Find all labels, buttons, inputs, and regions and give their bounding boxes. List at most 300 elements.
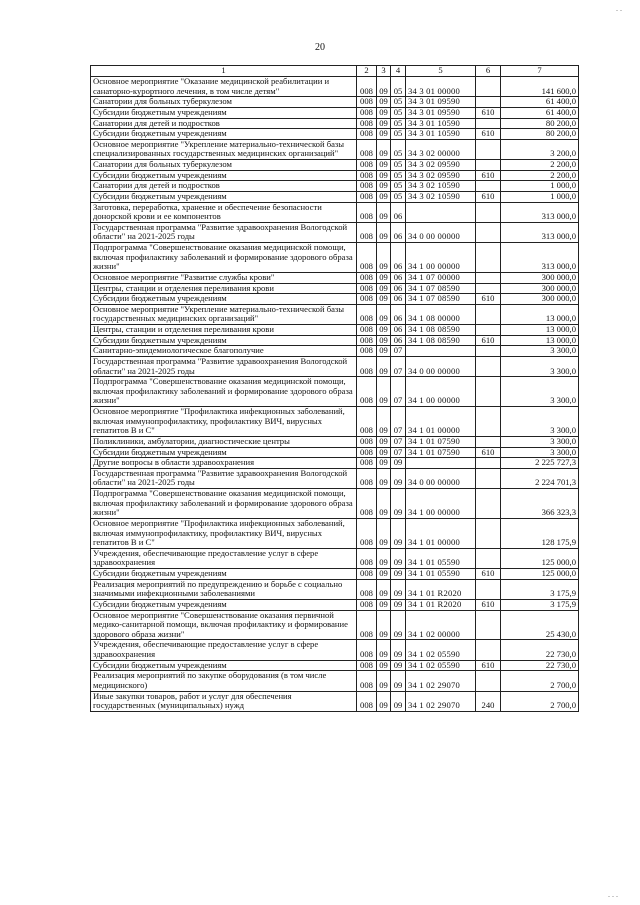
row-subsection-code: 05	[391, 181, 406, 192]
row-subsection-code: 05	[391, 129, 406, 140]
row-section-code: 09	[377, 671, 391, 691]
row-expense-type-code	[476, 377, 501, 407]
row-amount: 300 000,0	[501, 272, 579, 283]
header-col-5: 5	[406, 66, 476, 77]
row-amount: 366 323,3	[501, 489, 579, 519]
row-name-cell: Субсидии бюджетным учреждениям	[91, 129, 357, 140]
row-section-code: 09	[377, 191, 391, 202]
row-name-cell: Подпрограмма "Совершенствование оказания медицинской помощи, включая профилактику заболеваний и формирование здорового образа жизни"	[91, 243, 357, 273]
row-expense-type-code	[476, 304, 501, 324]
row-ministry-code: 008	[357, 407, 377, 437]
row-target-article-code: 34 0 00 00000	[406, 468, 476, 488]
row-expense-type-code	[476, 468, 501, 488]
row-name-cell: Реализация мероприятий по предупреждению и борьбе с социально значимыми инфекционными заболеваниями	[91, 579, 357, 599]
row-target-article-code: 34 3 02 10590	[406, 181, 476, 192]
row-subsection-code: 06	[391, 243, 406, 273]
row-expense-type-code: 610	[476, 294, 501, 305]
row-ministry-code: 008	[357, 202, 377, 222]
row-target-article-code: 34 1 01 05590	[406, 548, 476, 568]
row-target-article-code: 34 3 01 00000	[406, 77, 476, 97]
row-target-article-code: 34 1 02 05590	[406, 640, 476, 660]
table-row	[91, 170, 579, 181]
row-section-code: 09	[377, 660, 391, 671]
row-section-code: 09	[377, 468, 391, 488]
row-amount: 3 300,0	[501, 377, 579, 407]
row-ministry-code: 008	[357, 139, 377, 159]
row-amount: 13 000,0	[501, 304, 579, 324]
row-ministry-code: 008	[357, 599, 377, 610]
row-target-article-code: 34 1 01 00000	[406, 518, 476, 548]
row-ministry-code: 008	[357, 160, 377, 171]
row-target-article-code	[406, 346, 476, 357]
row-subsection-code: 06	[391, 283, 406, 294]
row-ministry-code: 008	[357, 294, 377, 305]
row-ministry-code: 008	[357, 181, 377, 192]
row-section-code: 09	[377, 599, 391, 610]
row-section-code: 09	[377, 610, 391, 640]
row-section-code: 09	[377, 77, 391, 97]
row-name-cell: Учреждения, обеспечивающие предоставление услуг в сфере здравоохранения	[91, 640, 357, 660]
row-target-article-code: 34 3 01 09590	[406, 107, 476, 118]
table-row	[91, 97, 579, 108]
row-amount: 3 300,0	[501, 447, 579, 458]
row-subsection-code: 05	[391, 170, 406, 181]
row-subsection-code: 07	[391, 346, 406, 357]
row-expense-type-code	[476, 640, 501, 660]
table-row	[91, 489, 579, 519]
row-amount: 2 200,0	[501, 170, 579, 181]
header-col-6: 6	[476, 66, 501, 77]
row-section-code: 09	[377, 640, 391, 660]
row-name-cell: Подпрограмма "Совершенствование оказания медицинской помощи, включая профилактику заболеваний и формирование здорового образа жизни"	[91, 489, 357, 519]
row-amount: 3 175,9	[501, 579, 579, 599]
row-section-code: 09	[377, 458, 391, 469]
table-row	[91, 468, 579, 488]
row-section-code: 09	[377, 377, 391, 407]
scan-mark-top-right: . .	[616, 4, 622, 13]
row-name-cell: Основное мероприятие "Укрепление материально-технической базы государственных медицинских организаций"	[91, 304, 357, 324]
row-subsection-code: 09	[391, 671, 406, 691]
row-amount: 3 300,0	[501, 436, 579, 447]
row-ministry-code: 008	[357, 458, 377, 469]
row-section-code: 09	[377, 518, 391, 548]
table-row	[91, 569, 579, 580]
row-amount: 13 000,0	[501, 335, 579, 346]
row-amount: 3 175,9	[501, 599, 579, 610]
row-ministry-code: 008	[357, 97, 377, 108]
row-amount: 3 300,0	[501, 407, 579, 437]
row-name-cell: Санатории для больных туберкулезом	[91, 160, 357, 171]
row-target-article-code: 34 3 01 10590	[406, 129, 476, 140]
table-row	[91, 518, 579, 548]
row-subsection-code: 07	[391, 436, 406, 447]
row-ministry-code: 008	[357, 489, 377, 519]
row-name-cell: Санитарно-эпидемиологическое благополучие	[91, 346, 357, 357]
table-row	[91, 640, 579, 660]
row-amount: 13 000,0	[501, 325, 579, 336]
row-target-article-code: 34 1 02 29070	[406, 671, 476, 691]
row-expense-type-code: 610	[476, 599, 501, 610]
row-expense-type-code	[476, 325, 501, 336]
row-expense-type-code	[476, 139, 501, 159]
row-section-code: 09	[377, 222, 391, 242]
row-subsection-code: 06	[391, 272, 406, 283]
table-row	[91, 356, 579, 376]
row-amount: 3 300,0	[501, 356, 579, 376]
row-expense-type-code	[476, 272, 501, 283]
row-target-article-code: 34 3 01 09590	[406, 97, 476, 108]
row-target-article-code: 34 3 02 00000	[406, 139, 476, 159]
table-row	[91, 325, 579, 336]
row-section-code: 09	[377, 325, 391, 336]
row-target-article-code: 34 1 00 00000	[406, 243, 476, 273]
row-name-cell: Центры, станции и отделения переливания крови	[91, 283, 357, 294]
row-section-code: 09	[377, 181, 391, 192]
row-ministry-code: 008	[357, 107, 377, 118]
table-row	[91, 118, 579, 129]
table-row	[91, 294, 579, 305]
row-subsection-code: 05	[391, 97, 406, 108]
row-target-article-code: 34 1 08 08590	[406, 325, 476, 336]
row-amount: 3 200,0	[501, 139, 579, 159]
row-subsection-code: 09	[391, 458, 406, 469]
row-name-cell: Субсидии бюджетным учреждениям	[91, 191, 357, 202]
table-body	[91, 77, 579, 712]
table-row	[91, 458, 579, 469]
row-ministry-code: 008	[357, 468, 377, 488]
row-section-code: 09	[377, 356, 391, 376]
row-section-code: 09	[377, 447, 391, 458]
row-subsection-code: 05	[391, 118, 406, 129]
row-name-cell: Иные закупки товаров, работ и услуг для обеспечения государственных (муниципальных) нужд	[91, 691, 357, 711]
row-amount: 22 730,0	[501, 640, 579, 660]
row-subsection-code: 05	[391, 107, 406, 118]
table-row	[91, 377, 579, 407]
row-ministry-code: 008	[357, 436, 377, 447]
row-target-article-code: 34 3 01 10590	[406, 118, 476, 129]
row-amount: 80 200,0	[501, 129, 579, 140]
page-number: 20	[315, 42, 325, 53]
row-section-code: 09	[377, 202, 391, 222]
row-ministry-code: 008	[357, 346, 377, 357]
row-name-cell: Субсидии бюджетным учреждениям	[91, 294, 357, 305]
row-subsection-code: 09	[391, 579, 406, 599]
row-expense-type-code	[476, 160, 501, 171]
row-name-cell: Реализация мероприятий по закупке оборудования (в том числе медицинского)	[91, 671, 357, 691]
table-row	[91, 447, 579, 458]
row-ministry-code: 008	[357, 579, 377, 599]
row-target-article-code: 34 1 01 05590	[406, 569, 476, 580]
row-target-article-code: 34 1 00 00000	[406, 489, 476, 519]
row-section-code: 09	[377, 283, 391, 294]
row-ministry-code: 008	[357, 283, 377, 294]
row-expense-type-code	[476, 518, 501, 548]
row-expense-type-code	[476, 283, 501, 294]
row-amount: 2 200,0	[501, 160, 579, 171]
table-row	[91, 107, 579, 118]
row-amount: 2 700,0	[501, 691, 579, 711]
row-target-article-code: 34 1 01 07590	[406, 447, 476, 458]
row-amount: 2 225 727,3	[501, 458, 579, 469]
table-row	[91, 272, 579, 283]
row-subsection-code: 05	[391, 139, 406, 159]
row-ministry-code: 008	[357, 335, 377, 346]
row-subsection-code: 06	[391, 294, 406, 305]
row-section-code: 09	[377, 436, 391, 447]
row-name-cell: Учреждения, обеспечивающие предоставление услуг в сфере здравоохранения	[91, 548, 357, 568]
table-row	[91, 407, 579, 437]
row-target-article-code: 34 1 01 00000	[406, 407, 476, 437]
row-subsection-code: 09	[391, 691, 406, 711]
row-name-cell: Основное мероприятие "Профилактика инфекционных заболеваний, включая иммунопрофилактику, профилактику ВИЧ, вирусных гепатитов В и С"	[91, 518, 357, 548]
row-target-article-code: 34 1 02 00000	[406, 610, 476, 640]
row-amount: 2 224 701,3	[501, 468, 579, 488]
row-name-cell: Поликлиники, амбулатории, диагностические центры	[91, 436, 357, 447]
row-section-code: 09	[377, 579, 391, 599]
table-row	[91, 579, 579, 599]
row-target-article-code	[406, 458, 476, 469]
row-section-code: 09	[377, 170, 391, 181]
row-name-cell: Другие вопросы в области здравоохранения	[91, 458, 357, 469]
row-target-article-code	[406, 202, 476, 222]
row-ministry-code: 008	[357, 118, 377, 129]
row-subsection-code: 06	[391, 304, 406, 324]
row-subsection-code: 07	[391, 407, 406, 437]
row-expense-type-code	[476, 118, 501, 129]
row-target-article-code: 34 1 07 00000	[406, 272, 476, 283]
table-row	[91, 599, 579, 610]
row-name-cell: Основное мероприятие "Профилактика инфекционных заболеваний, включая иммунопрофилактику, профилактику ВИЧ, вирусных гепатитов В и С"	[91, 407, 357, 437]
row-target-article-code: 34 3 02 09590	[406, 160, 476, 171]
table-row	[91, 139, 579, 159]
row-target-article-code: 34 0 00 00000	[406, 356, 476, 376]
header-col-4: 4	[391, 66, 406, 77]
row-name-cell: Государственная программа "Развитие здравоохранения Вологодской области" на 2021-2025 годы	[91, 222, 357, 242]
row-amount: 22 730,0	[501, 660, 579, 671]
header-col-3: 3	[377, 66, 391, 77]
row-expense-type-code	[476, 346, 501, 357]
row-section-code: 09	[377, 489, 391, 519]
row-subsection-code: 05	[391, 160, 406, 171]
row-amount: 61 400,0	[501, 97, 579, 108]
row-ministry-code: 008	[357, 272, 377, 283]
row-name-cell: Заготовка, переработка, хранение и обеспечение безопасности донорской крови и ее компонентов	[91, 202, 357, 222]
row-ministry-code: 008	[357, 671, 377, 691]
row-expense-type-code	[476, 356, 501, 376]
row-ministry-code: 008	[357, 77, 377, 97]
row-section-code: 09	[377, 304, 391, 324]
table-row	[91, 77, 579, 97]
table-row	[91, 304, 579, 324]
row-ministry-code: 008	[357, 640, 377, 660]
row-name-cell: Санатории для детей и подростков	[91, 181, 357, 192]
row-expense-type-code	[476, 489, 501, 519]
row-ministry-code: 008	[357, 660, 377, 671]
row-ministry-code: 008	[357, 610, 377, 640]
row-section-code: 09	[377, 691, 391, 711]
row-expense-type-code: 610	[476, 335, 501, 346]
row-target-article-code: 34 1 07 08590	[406, 283, 476, 294]
row-name-cell: Основное мероприятие "Совершенствование оказания первичной медико-санитарной помощи, включая профилактику и формирование здорового образа жизни"	[91, 610, 357, 640]
row-expense-type-code	[476, 181, 501, 192]
row-ministry-code: 008	[357, 170, 377, 181]
row-section-code: 09	[377, 569, 391, 580]
row-expense-type-code: 610	[476, 191, 501, 202]
row-ministry-code: 008	[357, 377, 377, 407]
row-ministry-code: 008	[357, 691, 377, 711]
row-section-code: 09	[377, 139, 391, 159]
row-expense-type-code	[476, 97, 501, 108]
table-row	[91, 610, 579, 640]
row-section-code: 09	[377, 129, 391, 140]
row-target-article-code: 34 1 01 07590	[406, 436, 476, 447]
row-section-code: 09	[377, 272, 391, 283]
row-subsection-code: 07	[391, 356, 406, 376]
table-row	[91, 660, 579, 671]
row-amount: 61 400,0	[501, 107, 579, 118]
row-amount: 128 175,9	[501, 518, 579, 548]
row-expense-type-code	[476, 610, 501, 640]
row-expense-type-code: 610	[476, 170, 501, 181]
row-target-article-code: 34 3 02 10590	[406, 191, 476, 202]
row-section-code: 09	[377, 335, 391, 346]
table-row	[91, 283, 579, 294]
row-target-article-code: 34 1 01 R2020	[406, 599, 476, 610]
row-subsection-code: 07	[391, 377, 406, 407]
table-row	[91, 548, 579, 568]
row-target-article-code: 34 1 01 R2020	[406, 579, 476, 599]
row-name-cell: Центры, станции и отделения переливания крови	[91, 325, 357, 336]
row-name-cell: Субсидии бюджетным учреждениям	[91, 660, 357, 671]
row-name-cell: Подпрограмма "Совершенствование оказания медицинской помощи, включая профилактику заболеваний и формирование здорового образа жизни"	[91, 377, 357, 407]
row-expense-type-code	[476, 202, 501, 222]
row-subsection-code: 07	[391, 447, 406, 458]
row-name-cell: Субсидии бюджетным учреждениям	[91, 335, 357, 346]
row-ministry-code: 008	[357, 304, 377, 324]
row-amount: 300 000,0	[501, 294, 579, 305]
row-name-cell: Субсидии бюджетным учреждениям	[91, 599, 357, 610]
header-col-2: 2	[357, 66, 377, 77]
row-target-article-code: 34 1 08 08590	[406, 335, 476, 346]
row-subsection-code: 09	[391, 599, 406, 610]
table-row	[91, 335, 579, 346]
row-amount: 313 000,0	[501, 202, 579, 222]
budget-table	[90, 65, 579, 712]
row-subsection-code: 09	[391, 569, 406, 580]
row-name-cell: Субсидии бюджетным учреждениям	[91, 170, 357, 181]
row-ministry-code: 008	[357, 222, 377, 242]
row-amount: 125 000,0	[501, 548, 579, 568]
row-amount: 25 430,0	[501, 610, 579, 640]
row-ministry-code: 008	[357, 518, 377, 548]
row-ministry-code: 008	[357, 447, 377, 458]
row-subsection-code: 05	[391, 77, 406, 97]
row-section-code: 09	[377, 243, 391, 273]
table-row	[91, 243, 579, 273]
row-expense-type-code	[476, 548, 501, 568]
row-subsection-code: 09	[391, 548, 406, 568]
row-expense-type-code	[476, 671, 501, 691]
row-expense-type-code	[476, 407, 501, 437]
row-expense-type-code: 610	[476, 107, 501, 118]
row-amount: 2 700,0	[501, 671, 579, 691]
table-row	[91, 346, 579, 357]
row-name-cell: Санатории для детей и подростков	[91, 118, 357, 129]
row-name-cell: Субсидии бюджетным учреждениям	[91, 569, 357, 580]
row-amount: 141 600,0	[501, 77, 579, 97]
scan-mark-bottom-right: . . .	[608, 890, 618, 899]
table-row	[91, 202, 579, 222]
row-section-code: 09	[377, 346, 391, 357]
row-amount: 1 000,0	[501, 181, 579, 192]
row-ministry-code: 008	[357, 569, 377, 580]
row-amount: 313 000,0	[501, 243, 579, 273]
row-amount: 1 000,0	[501, 191, 579, 202]
row-subsection-code: 09	[391, 610, 406, 640]
row-subsection-code: 06	[391, 222, 406, 242]
row-name-cell: Государственная программа "Развитие здравоохранения Вологодской области" на 2021-2025 годы	[91, 468, 357, 488]
row-expense-type-code	[476, 243, 501, 273]
table-row	[91, 181, 579, 192]
row-target-article-code: 34 1 00 00000	[406, 377, 476, 407]
row-ministry-code: 008	[357, 243, 377, 273]
row-subsection-code: 06	[391, 202, 406, 222]
table-row	[91, 436, 579, 447]
row-target-article-code: 34 1 02 05590	[406, 660, 476, 671]
table-row	[91, 160, 579, 171]
row-expense-type-code: 610	[476, 447, 501, 458]
row-expense-type-code: 240	[476, 691, 501, 711]
row-amount: 313 000,0	[501, 222, 579, 242]
row-subsection-code: 09	[391, 660, 406, 671]
table-row	[91, 222, 579, 242]
row-subsection-code: 09	[391, 640, 406, 660]
table-header-row	[91, 66, 579, 77]
row-ministry-code: 008	[357, 548, 377, 568]
row-section-code: 09	[377, 107, 391, 118]
row-target-article-code: 34 0 00 00000	[406, 222, 476, 242]
row-subsection-code: 05	[391, 191, 406, 202]
table-row	[91, 671, 579, 691]
table-row	[91, 191, 579, 202]
row-amount: 3 300,0	[501, 346, 579, 357]
row-amount: 125 000,0	[501, 569, 579, 580]
header-col-7: 7	[501, 66, 579, 77]
row-subsection-code: 09	[391, 489, 406, 519]
row-target-article-code: 34 1 07 08590	[406, 294, 476, 305]
row-section-code: 09	[377, 118, 391, 129]
row-ministry-code: 008	[357, 356, 377, 376]
row-section-code: 09	[377, 160, 391, 171]
row-name-cell: Субсидии бюджетным учреждениям	[91, 447, 357, 458]
row-subsection-code: 09	[391, 468, 406, 488]
row-expense-type-code	[476, 579, 501, 599]
row-ministry-code: 008	[357, 191, 377, 202]
row-section-code: 09	[377, 548, 391, 568]
row-name-cell: Государственная программа "Развитие здравоохранения Вологодской области" на 2021-2025 годы	[91, 356, 357, 376]
row-name-cell: Основное мероприятие "Оказание медицинской реабилитации и санаторно-курортного лечения, в том числе детям"	[91, 77, 357, 97]
row-expense-type-code	[476, 222, 501, 242]
table-row	[91, 691, 579, 711]
row-expense-type-code	[476, 77, 501, 97]
row-target-article-code: 34 3 02 09590	[406, 170, 476, 181]
row-ministry-code: 008	[357, 129, 377, 140]
row-amount: 80 200,0	[501, 118, 579, 129]
row-expense-type-code: 610	[476, 569, 501, 580]
row-name-cell: Основное мероприятие "Развитие службы крови"	[91, 272, 357, 283]
row-subsection-code: 06	[391, 325, 406, 336]
row-amount: 300 000,0	[501, 283, 579, 294]
